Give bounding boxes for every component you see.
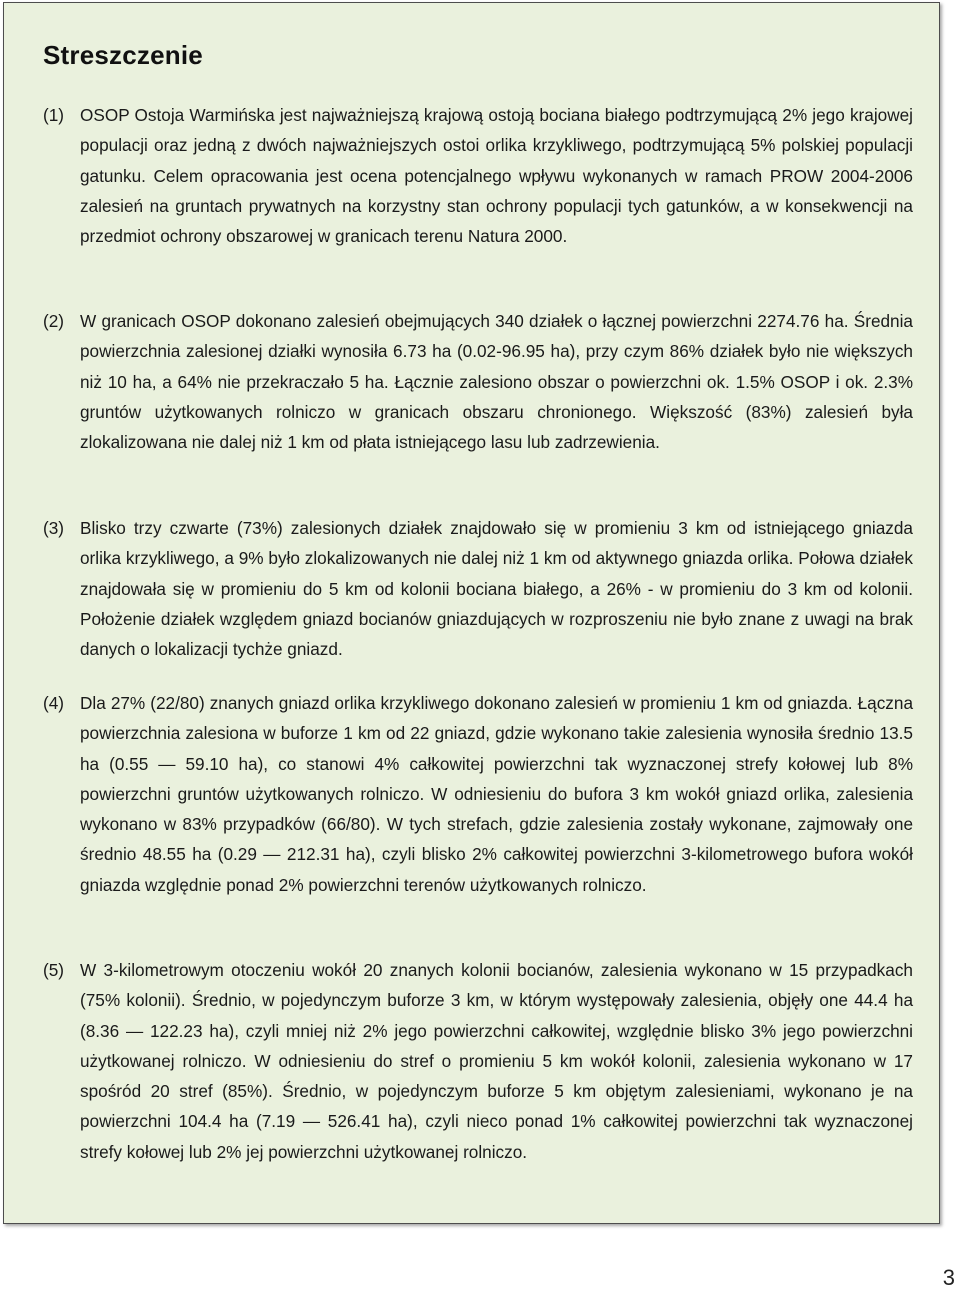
paragraph-text: OSOP Ostoja Warmińska jest najważniejszą krajową ostoją bociana białego podtrzymującą 2% jego krajowej populacji oraz jedną z dwóch najważniejszych ostoi orlika krzykliwego, podtrzymującą 5% polskiej populacji gatunku. Celem opracowania jest ocena potencjalnego wpływu wykonanych w ramach PROW 2004-2006 zalesień na gruntach prywatnych na korzystny stan ochrony populacji tych gatunków, a w konsekwencji na przedmiot ochrony obszarowej w granicach terenu Natura 2000. xyxy=(80,105,913,247)
paragraph-1 xyxy=(43,100,913,251)
paragraph-text: W granicach OSOP dokonano zalesień obejmujących 340 działek o łącznej powierzchni 2274.76 ha. Średnia powierzchnia zalesionej działki wynosiła 6.73 ha (0.02-96.95 ha), przy czym 86% działek było nie większych niż 10 ha, a 64% nie przekraczało 5 ha. Łącznie zalesiono obszar o powierzchni ok. 1.5% OSOP i ok. 2.3% gruntów użytkowanych rolniczo w granicach obszaru chronionego. Większość (83%) zalesień była zlokalizowana nie dalej niż 1 km od płata istniejącego lasu lub zadrzewienia. xyxy=(80,311,913,453)
page-title: Streszczenie xyxy=(43,40,203,70)
paragraph-4 xyxy=(43,688,913,900)
paragraph-3 xyxy=(43,513,913,664)
paragraph-number: (5) xyxy=(43,960,65,980)
paragraph-text: W 3-kilometrowym otoczeniu wokół 20 znanych kolonii bocianów, zalesienia wykonano w 15 przypadkach (75% kolonii). Średnio, w pojedynczym buforze 3 km, w którym występowały zalesienia, objęły one 44.4 ha (8.36 — 122.23 ha), czyli mniej niż 2% jego powierzchni całkowitej, względnie blisko 3% jego powierzchni użytkowanej rolniczo. W odniesieniu do stref o promieniu 5 km wokół kolonii, zalesienia wykonano w 17 spośród 20 stref (85%). Średnio, w pojedynczym buforze 5 km objętym zalesieniami, wykonano je na powierzchni 104.4 ha (7.19 — 526.41 ha), czyli nieco ponad 1% całkowitej powierzchni tak wyznaczonej strefy kołowej lub 2% jej powierzchni użytkowanej rolniczo. xyxy=(80,960,913,1162)
paragraph-5 xyxy=(43,955,913,1167)
paragraph-text: Blisko trzy czwarte (73%) zalesionych działek znajdowało się w promieniu 3 km od istniejącego gniazda orlika krzykliwego, a 9% było zlokalizowanych nie dalej niż 1 km od aktywnego gniazda orlika. Połowa działek znajdowała się w promieniu do 5 km od kolonii bociana białego, a 26% - w promieniu do 3 km od kolonii. Położenie działek względem gniazd bocianów gniazdujących w rozproszeniu nie było znane z uwagi na brak danych o lokalizacji tychże gniazd. xyxy=(80,518,913,660)
paragraph-number: (3) xyxy=(43,518,65,538)
paragraph-number: (4) xyxy=(43,693,65,713)
paragraph-2 xyxy=(43,306,913,457)
paragraph-number: (1) xyxy=(43,105,65,125)
paragraph-number: (2) xyxy=(43,311,65,331)
page-number: 3 xyxy=(942,1265,955,1290)
paragraph-text: Dla 27% (22/80) znanych gniazd orlika krzykliwego dokonano zalesień w promieniu 1 km od gniazda. Łączna powierzchnia zalesiona w buforze 1 km od 22 gniazd, gdzie wykonano takie zalesienia wynosiła średnio 13.5 ha (0.55 — 59.10 ha), co stanowi 4% całkowitej powierzchni tak wyznaczonej strefy kołowej lub 8% powierzchni gruntów użytkowanych rolniczo. W odniesieniu do bufora 3 km wokół gniazd orlika, zalesienia wykonano w 83% przypadków (66/80). W tych strefach, gdzie zalesienia zostały wykonane, zajmowały one średnio 48.55 ha (0.29 — 212.31 ha), czyli blisko 2% całkowitej powierzchni 3-kilometrowego bufora wokół gniazda względnie ponad 2% powierzchni terenów użytkowanych rolniczo. xyxy=(80,693,913,895)
